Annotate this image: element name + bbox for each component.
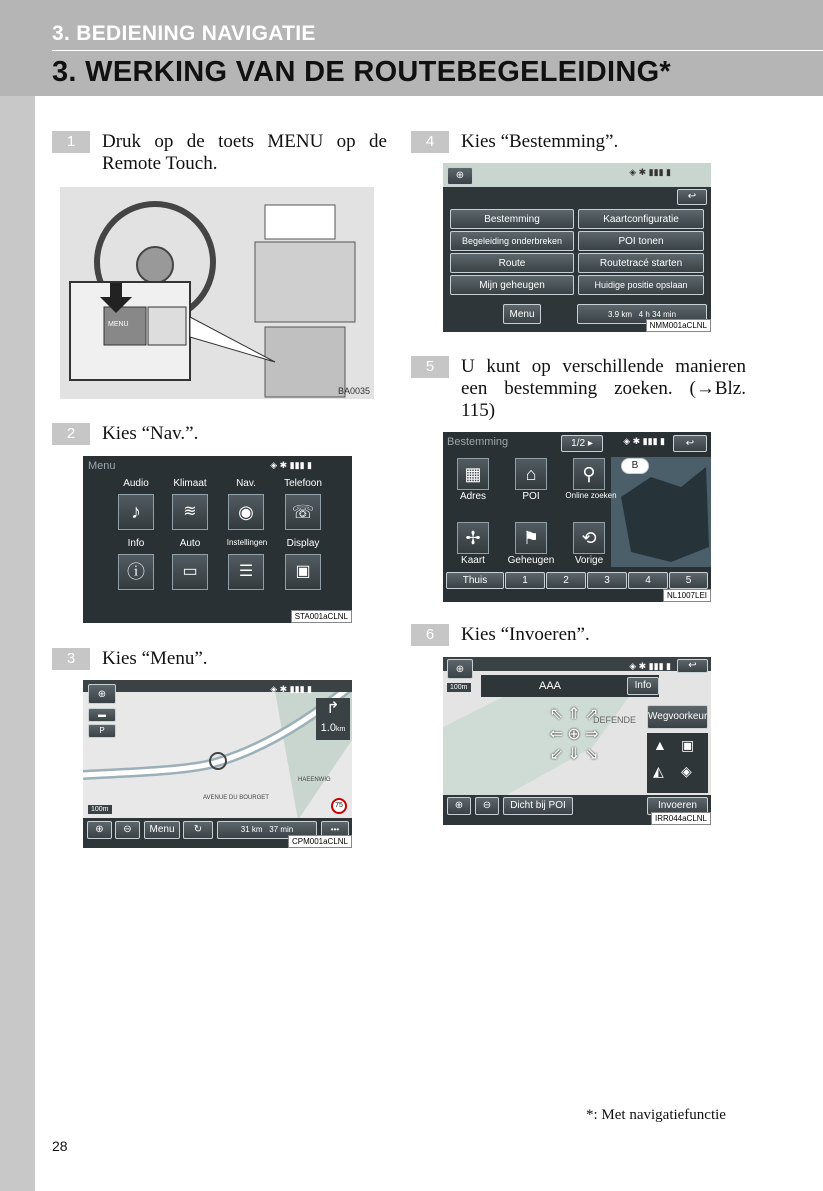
map-place-label: DEFENDE xyxy=(593,715,637,725)
figure-code: BA0035 xyxy=(337,386,370,396)
preset-1-button[interactable]: 1 xyxy=(505,572,545,589)
my-memory-button[interactable]: Mijn geheugen xyxy=(450,275,574,295)
near-poi-button[interactable]: Dicht bij POI xyxy=(503,797,573,815)
address-label: Adres xyxy=(459,491,487,502)
display-icon[interactable]: ▣ xyxy=(285,554,321,590)
home-button[interactable]: Thuis xyxy=(446,572,504,589)
menu-item-display-label: Display xyxy=(286,538,320,549)
remote-touch-illustration xyxy=(60,187,374,399)
next-turn-panel xyxy=(316,698,350,740)
menu-button[interactable]: Menu xyxy=(144,821,180,839)
step-text: Kies “Menu”. xyxy=(102,648,208,669)
heading-button[interactable]: ↻ xyxy=(183,821,213,839)
climate-icon[interactable]: ≋ xyxy=(172,494,208,530)
turn-arrow-icon: ↱ xyxy=(326,700,340,717)
status-icons: ◈ ✱ ▮▮▮ ▮ xyxy=(629,661,671,671)
destination-screen xyxy=(443,432,711,602)
zoom-out-button[interactable]: ⊖ xyxy=(475,797,499,815)
page-number: 28 xyxy=(52,1138,68,1154)
step-text: Druk op de toets MENU op de Remote Touch. xyxy=(102,131,387,174)
back-button[interactable]: ↩ xyxy=(677,189,707,205)
turn-distance: 1.0 xyxy=(320,722,336,734)
map-scale: 100m xyxy=(88,805,112,814)
speed-limit: 75 xyxy=(331,798,347,814)
page-indicator: 1/2 xyxy=(571,438,586,449)
zoom-in-button[interactable]: ⊕ xyxy=(87,821,112,839)
figure-code: IRR044aCLNL xyxy=(651,812,711,825)
preset-5-button[interactable]: 5 xyxy=(669,572,708,589)
settings-icon[interactable]: ☰ xyxy=(228,554,264,590)
step-number: 3 xyxy=(52,648,90,670)
status-icons: ◈ ✱ ▮▮▮ ▮ xyxy=(270,684,312,694)
previous-icon[interactable]: ⟲ xyxy=(573,522,605,554)
flag-b-badge[interactable]: B xyxy=(621,458,649,474)
address-icon[interactable]: ▦ xyxy=(457,458,489,490)
page-title: 3. WERKING VAN DE ROUTEBEGELEIDING* xyxy=(52,56,672,88)
destination-button[interactable]: Bestemming xyxy=(450,209,574,229)
scroll-arrows-icon[interactable]: ⇖ ⇑ ⇗ ⇐ ⊕ ⇒ ⇙ ⇓ ⇘ xyxy=(549,706,599,763)
route-distance: 31 km xyxy=(240,825,263,834)
save-position-button[interactable]: Huidige positie opslaan xyxy=(578,275,704,295)
route-button[interactable]: Route xyxy=(450,253,574,273)
compass-button[interactable]: ⊕ xyxy=(447,659,473,679)
step-text: U kunt op verschillende manieren een bestemming zoeken. (→Blz. 115) xyxy=(461,356,746,421)
preset-2-button[interactable]: 2 xyxy=(546,572,586,589)
street-label: AVENUE DU BOURGET xyxy=(203,795,269,801)
step-number: 1 xyxy=(52,131,90,153)
turn-distance-unit: km xyxy=(335,726,346,733)
page-button[interactable]: 1/2 ▸ xyxy=(561,435,603,452)
more-button[interactable]: ••• xyxy=(321,821,349,839)
status-icons: ◈ ✱ ▮▮▮ ▮ xyxy=(270,460,312,470)
compass-button[interactable]: ⊕ xyxy=(88,684,116,704)
menu-screen-title: Menu xyxy=(88,460,116,472)
step-number: 4 xyxy=(411,131,449,153)
header-rule xyxy=(52,50,823,51)
route-time: 4 h 34 min xyxy=(638,310,677,319)
car-icon[interactable]: ▭ xyxy=(172,554,208,590)
status-icons: ◈ ✱ ▮▮▮ ▮ xyxy=(623,436,665,446)
page-sidebar xyxy=(0,0,35,1191)
zoom-out-button[interactable]: ⊖ xyxy=(115,821,140,839)
route-preference-button[interactable]: Wegvoorkeur xyxy=(647,705,708,729)
car-interior-drawing xyxy=(60,187,374,399)
map-scale: 100m xyxy=(447,683,471,692)
step-text: Kies “Bestemming”. xyxy=(461,131,619,152)
footnote: *: Met navigatiefunctie xyxy=(586,1107,726,1123)
figure-code: NL1007LEI xyxy=(663,589,711,602)
route-distance: 3.9 km xyxy=(607,310,632,319)
confirm-destination-screen xyxy=(443,657,711,825)
audio-icon[interactable]: ♪ xyxy=(118,494,154,530)
route-option-icon[interactable]: ▣ xyxy=(681,737,695,753)
nav-icon[interactable]: ◉ xyxy=(228,494,264,530)
back-button[interactable]: ↩ xyxy=(677,659,708,673)
online-search-label: Online zoeken xyxy=(565,491,617,500)
menu-item-instellingen-label: Instellingen xyxy=(226,538,268,547)
nav-menu-screen xyxy=(443,163,711,332)
map-compass-icon[interactable]: ✢ xyxy=(457,522,489,554)
route-option-icon[interactable]: ◈ xyxy=(681,763,692,779)
info-button[interactable]: Info xyxy=(627,677,659,695)
phone-icon[interactable]: ☏ xyxy=(285,494,321,530)
figure-code: NMM001aCLNL xyxy=(646,319,711,332)
online-search-icon[interactable]: ⚲ xyxy=(573,458,605,490)
map-layer-button[interactable]: P xyxy=(88,724,116,738)
step-text: Kies “Invoeren”. xyxy=(461,624,590,645)
section-title: 3. BEDIENING NAVIGATIE xyxy=(52,22,316,45)
map-screen xyxy=(83,680,352,848)
memory-label: Geheugen xyxy=(507,555,555,566)
place-label: HAEENWIG xyxy=(298,777,331,783)
enter-button[interactable]: Invoeren xyxy=(647,797,708,815)
status-icons: ◈ ✱ ▮▮▮ ▮ xyxy=(629,167,671,177)
poi-label: POI xyxy=(522,491,540,502)
menu-item-auto-label: Auto xyxy=(179,538,201,549)
menu-screen xyxy=(83,456,352,623)
menu-button[interactable]: Menu xyxy=(503,304,541,324)
memory-flag-icon[interactable]: ⚑ xyxy=(515,522,547,554)
step-number: 5 xyxy=(411,356,449,378)
route-option-icon[interactable]: ◭ xyxy=(653,763,664,779)
preset-3-button[interactable]: 3 xyxy=(587,572,627,589)
figure-code: CPM001aCLNL xyxy=(288,835,352,848)
route-time: 37 min xyxy=(269,825,294,834)
back-button[interactable]: ↩ xyxy=(673,435,707,452)
zoom-in-button[interactable]: ⊕ xyxy=(447,797,471,815)
previous-label: Vorige xyxy=(574,555,604,566)
route-options-panel xyxy=(647,733,708,793)
route-option-icon[interactable]: ▲ xyxy=(653,737,667,753)
menu-item-info-label: Info xyxy=(127,538,145,549)
pause-guidance-button[interactable]: Begeleiding onderbreken xyxy=(450,231,574,251)
step-number: 6 xyxy=(411,624,449,646)
menu-item-audio-label: Audio xyxy=(123,478,149,489)
compass-button[interactable]: ⊕ xyxy=(447,167,473,185)
info-icon[interactable]: ⓘ xyxy=(118,554,154,590)
destination-title: Bestemming xyxy=(447,436,509,448)
menu-item-klimaat-label: Klimaat xyxy=(173,478,207,489)
step-text: Kies “Nav.”. xyxy=(102,423,199,444)
page-header xyxy=(0,0,823,96)
figure-code: STA001aCLNL xyxy=(291,610,352,623)
map-label: Kaart xyxy=(461,555,485,566)
destination-name: AAA xyxy=(481,675,659,697)
show-poi-button[interactable]: POI tonen xyxy=(578,231,704,251)
menu-item-nav-label: Nav. xyxy=(236,478,256,489)
start-route-trace-button[interactable]: Routetracé starten xyxy=(578,253,704,273)
step-number: 2 xyxy=(52,423,90,445)
menu-item-telefoon-label: Telefoon xyxy=(284,478,322,489)
map-mode-button[interactable]: ▬ xyxy=(88,708,116,722)
preset-4-button[interactable]: 4 xyxy=(628,572,668,589)
menu-key-label: MENU xyxy=(108,321,129,328)
map-config-button[interactable]: Kaartconfiguratie xyxy=(578,209,704,229)
poi-icon[interactable]: ⌂ xyxy=(515,458,547,490)
